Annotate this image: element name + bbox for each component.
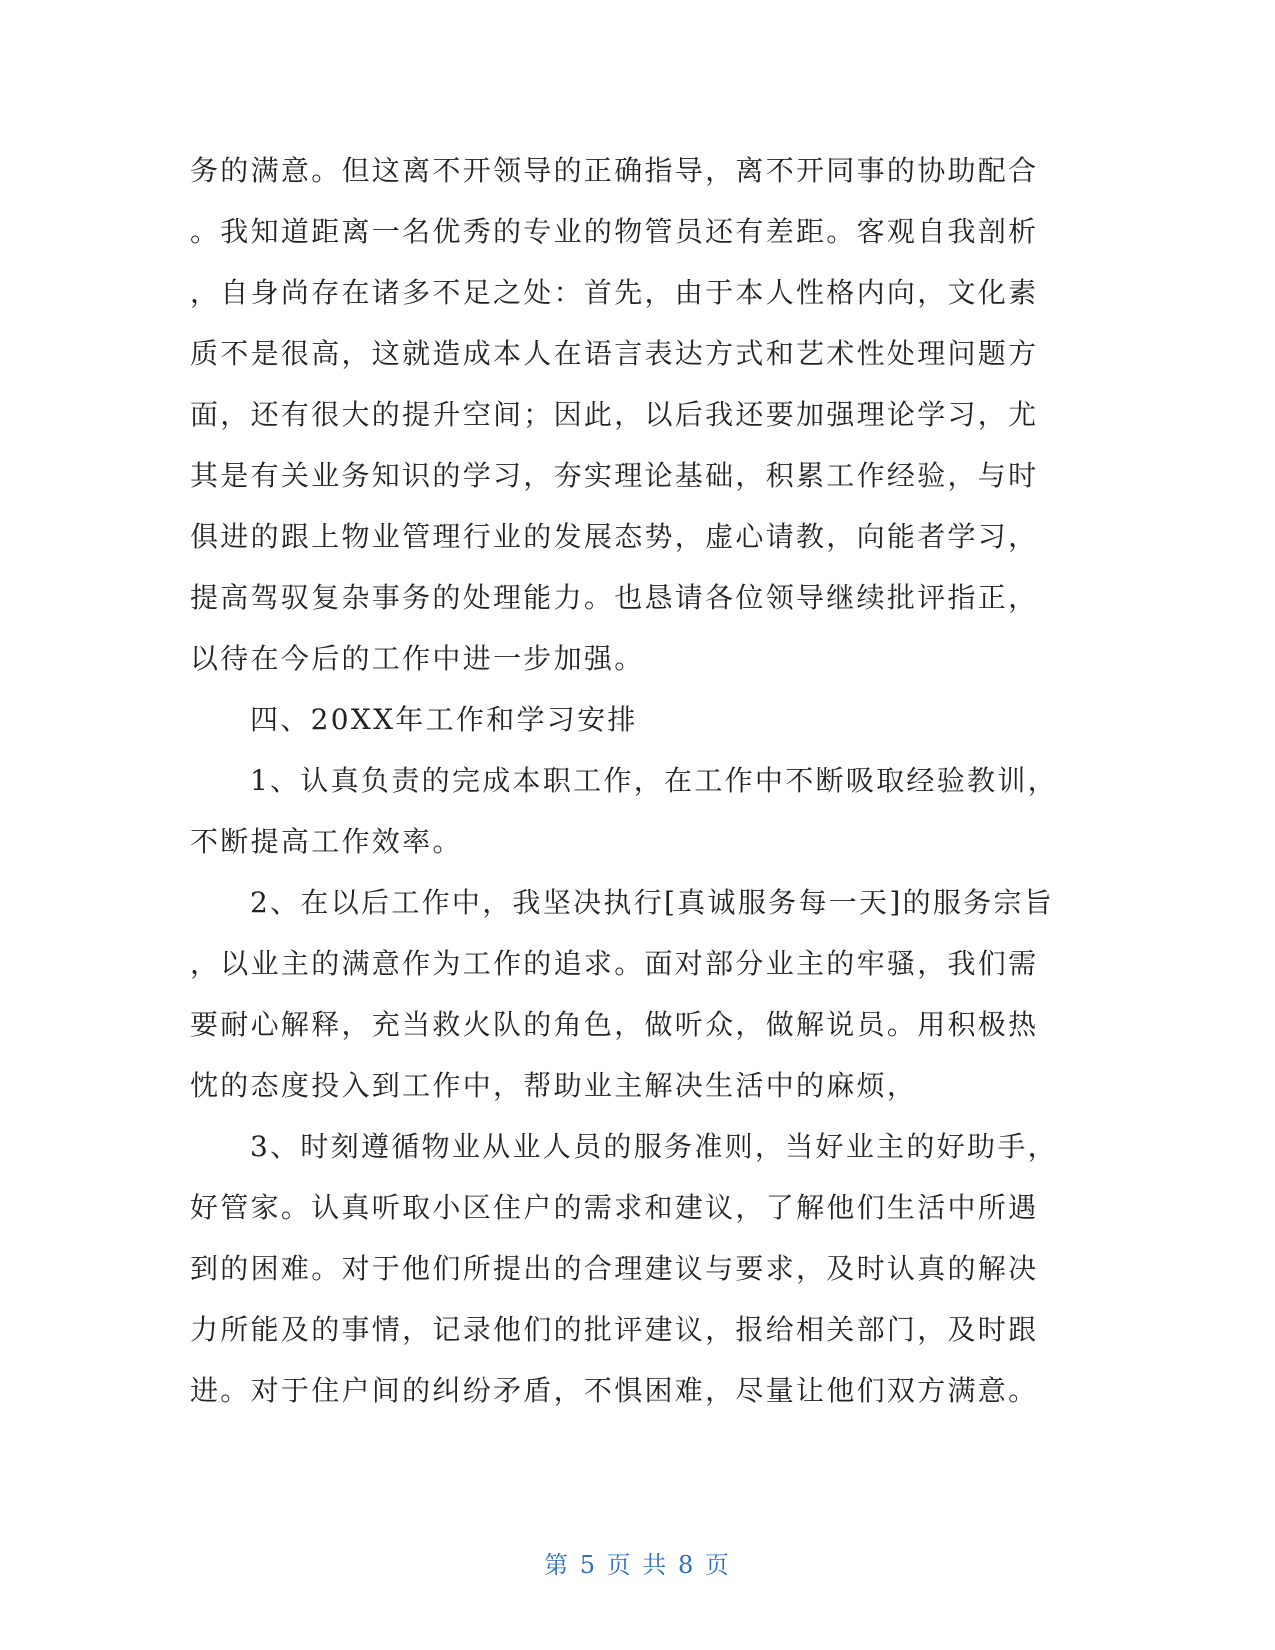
text-line: ，自身尚存在诸多不足之处：首先，由于本人性格内向，文化素 <box>190 276 1039 309</box>
text-line: 要耐心解释，充当救火队的角色，做听众，做解说员。用积极热 <box>190 1008 1039 1041</box>
text-line: 好管家。认真听取小区住户的需求和建议，了解他们生活中所遇 <box>190 1191 1039 1224</box>
section-heading: 四、20XX年工作和学习安排 <box>250 703 638 736</box>
footer-current-page: 5 <box>579 1551 598 1579</box>
text-line: 不断提高工作效率。 <box>190 825 463 858</box>
text-line: 忱的态度投入到工作中，帮助业主解决生活中的麻烦， <box>190 1069 918 1102</box>
list-item-3-start: 3、时刻遵循物业从业人员的服务准则，当好业主的好助手， <box>250 1130 1058 1163</box>
footer-middle: 页 共 <box>606 1551 669 1579</box>
document-body <box>190 140 1080 1421</box>
list-item-1-start: 1、认真负责的完成本职工作，在工作中不断吸取经验教训， <box>250 764 1058 797</box>
text-line: 其是有关业务知识的学习，夯实理论基础，积累工作经验，与时 <box>190 459 1039 492</box>
text-line: 俱进的跟上物业管理行业的发展态势，虚心请教，向能者学习， <box>190 520 1039 553</box>
text-line: 务的满意。但这离不开领导的正确指导，离不开同事的协助配合 <box>190 154 1039 187</box>
footer-total-pages: 8 <box>677 1551 696 1579</box>
text-line: ，以业主的满意作为工作的追求。面对部分业主的牢骚，我们需 <box>190 947 1039 980</box>
text-line: 到的困难。对于他们所提出的合理建议与要求，及时认真的解决 <box>190 1252 1039 1285</box>
footer-suffix: 页 <box>704 1551 731 1579</box>
page-number-footer <box>0 1545 1275 1580</box>
text-line: 力所能及的事情，记录他们的批评建议，报给相关部门，及时跟 <box>190 1313 1039 1346</box>
text-line: 以待在今后的工作中进一步加强。 <box>190 642 645 675</box>
text-line: 质不是很高，这就造成本人在语言表达方式和艺术性处理问题方 <box>190 337 1039 370</box>
text-line: 。我知道距离一名优秀的专业的物管员还有差距。客观自我剖析 <box>190 215 1039 248</box>
footer-prefix: 第 <box>544 1551 571 1579</box>
list-item-2-start: 2、在以后工作中，我坚决执行[真诚服务每一天]的服务宗旨 <box>250 886 1055 919</box>
text-line: 进。对于住户间的纠纷矛盾，不惧困难，尽量让他们双方满意。 <box>190 1374 1039 1407</box>
text-line: 提高驾驭复杂事务的处理能力。也恳请各位领导继续批评指正， <box>190 581 1039 614</box>
text-line: 面，还有很大的提升空间；因此，以后我还要加强理论学习，尤 <box>190 398 1039 431</box>
